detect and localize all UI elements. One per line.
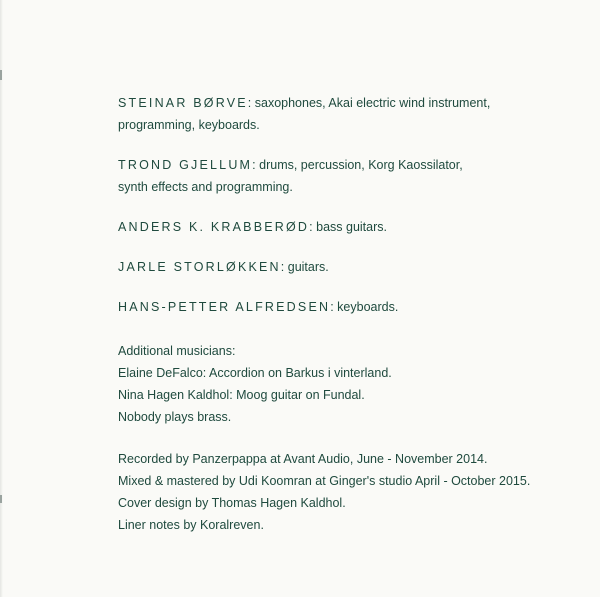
additional-line: Nobody plays brass. xyxy=(118,410,232,424)
musician-name: TROND GJELLUM xyxy=(118,158,253,172)
musician-role: drums, percussion, Korg Kaossilator, xyxy=(255,158,463,172)
musician-role-cont: programming, keyboards. xyxy=(118,118,260,132)
musician-role: guitars. xyxy=(284,260,329,274)
additional-line: Nina Hagen Kaldhol: Moog guitar on Fundal. xyxy=(118,388,365,402)
additional-heading: Additional musicians: xyxy=(118,344,236,358)
page-edge xyxy=(0,0,3,597)
additional-musicians xyxy=(118,340,578,428)
musician-name: JARLE STORLØKKEN xyxy=(118,260,281,274)
credit-line: Liner notes by Koralreven. xyxy=(118,518,264,532)
edge-mark xyxy=(0,70,2,80)
additional-line: Elaine DeFalco: Accordion on Barkus i vinterland. xyxy=(118,366,392,380)
musician-name: HANS-PETTER ALFREDSEN xyxy=(118,300,331,314)
credit-line: Mixed & mastered by Udi Koomran at Ginger's studio April - October 2015. xyxy=(118,474,531,488)
musician-name: ANDERS K. KRABBERØD xyxy=(118,220,310,234)
musician-name: STEINAR BØRVE xyxy=(118,96,248,110)
musician-role-cont: synth effects and programming. xyxy=(118,180,293,194)
production-credits xyxy=(118,448,578,536)
musician-role: saxophones, Akai electric wind instrument, xyxy=(251,96,491,110)
musician-entry: TROND GJELLUM: drums, percussion, Korg Kaossilator, synth effects and programming. xyxy=(118,154,578,198)
credit-line: Cover design by Thomas Hagen Kaldhol. xyxy=(118,496,346,510)
credit-line: Recorded by Panzerpappa at Avant Audio, June - November 2014. xyxy=(118,452,488,466)
liner-notes xyxy=(118,92,578,554)
musician-entry: ANDERS K. KRABBERØD: bass guitars. xyxy=(118,220,387,234)
musician-role: bass guitars. xyxy=(312,220,387,234)
musician-entry: STEINAR BØRVE: saxophones, Akai electric wind instrument, programming, keyboards. xyxy=(118,92,578,136)
musician-entry: HANS-PETTER ALFREDSEN: keyboards. xyxy=(118,300,399,314)
edge-mark xyxy=(0,495,2,503)
musician-role: keyboards. xyxy=(333,300,399,314)
musician-entry: JARLE STORLØKKEN: guitars. xyxy=(118,260,329,274)
